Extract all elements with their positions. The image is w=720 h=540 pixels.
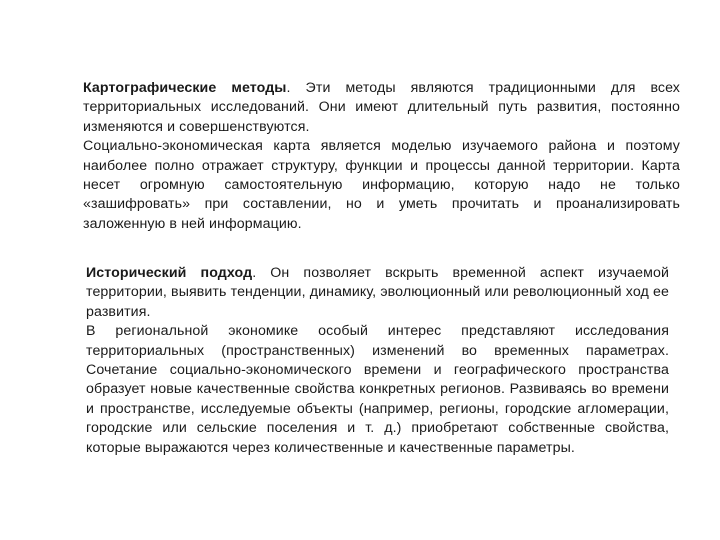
cartographic-methods-heading: Картографические методы [83,80,287,96]
section-cartographic-methods [83,79,680,234]
historical-intro-text: . Он позволяет вскрыть временной аспект изучаемой территории, выявить тенденции, динамику, эволюционный или революционный ход ее развития. [86,265,669,320]
historical-intro-paragraph [86,264,669,322]
cartographic-map-paragraph: Социально-экономическая карта является моделью изучаемого района и поэтому наиболее полно отражает структуру, функции и процессы данной территории. Карта несет огромную самостоятельную информацию, которую надо не только «зашифровать» при составлении, но и уметь прочитать и проанализировать заложенную в ней информацию. [83,138,680,232]
section-historical-approach [86,264,669,458]
cartographic-intro-text: . Эти методы являются традиционными для всех территориальных исследований. Они имеют длительный путь развития, постоянно изменяются и совершенствуются. [83,80,680,135]
historical-approach-heading: Исторический подход [86,265,253,281]
historical-regional-paragraph: В региональной экономике особый интерес представляют исследования территориальных (пространственных) изменений во временных параметрах. Сочетание социально-экономического времени и географического пространства образует новые качественные свойства конкретных регионов. Развиваясь во времени и пространстве, исследуемые объекты (например, регионы, городские агломерации, городские или сельские поселения и т. д.) приобретают собственные свойства, которые выражаются через количественные и качественные параметры. [86,323,669,456]
cartographic-intro-paragraph [83,79,680,137]
